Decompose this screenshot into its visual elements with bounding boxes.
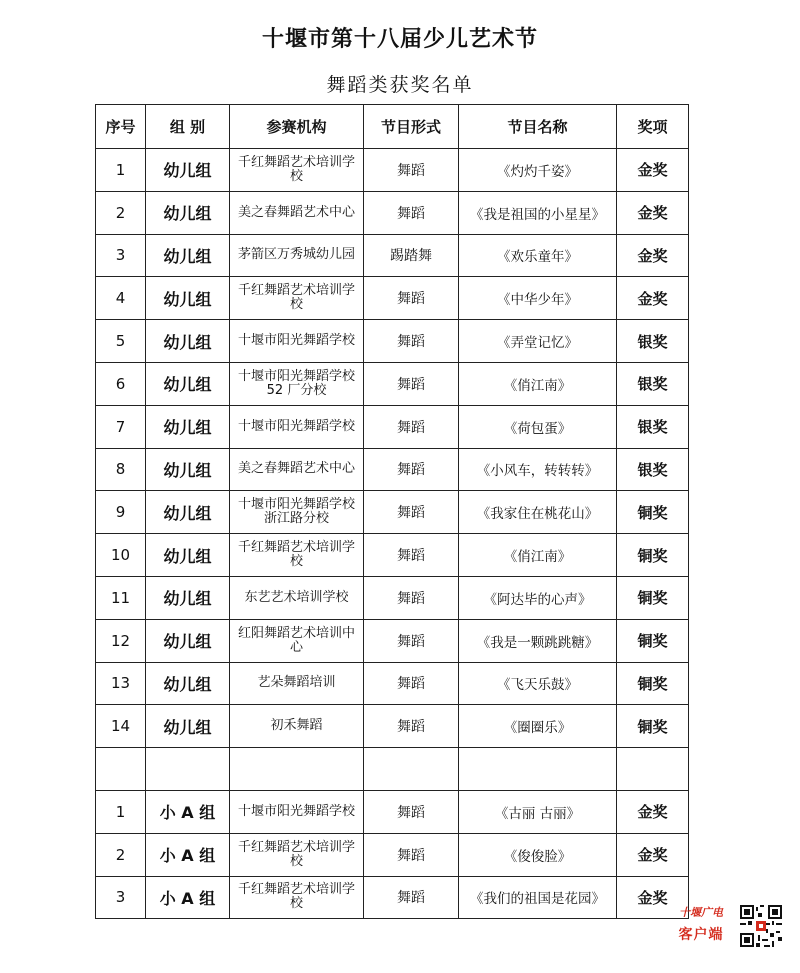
cell-award: 金奖: [617, 191, 689, 234]
cell-form: 舞蹈: [364, 576, 459, 619]
cell-form: 舞蹈: [364, 619, 459, 662]
cell-form: 舞蹈: [364, 448, 459, 491]
qr-code-icon: [740, 905, 782, 947]
cell-no: 2: [96, 191, 146, 234]
cell-award: 金奖: [617, 234, 689, 277]
table-row: [96, 833, 689, 876]
cell-org: 十堰市阳光舞蹈学校: [230, 405, 364, 448]
cell-group: 幼儿组: [146, 405, 230, 448]
cell-program: 《我是一颗跳跳糖》: [459, 619, 617, 662]
table-row: [96, 662, 689, 705]
watermark-logo: [660, 904, 742, 944]
cell-org: 艺朵舞蹈培训: [230, 662, 364, 705]
cell-program: 《阿达毕的心声》: [459, 576, 617, 619]
table-row: [96, 534, 689, 577]
cell-program: 《灼灼千姿》: [459, 149, 617, 192]
table-row: [96, 320, 689, 363]
cell-org: 红阳舞蹈艺术培训中心: [230, 619, 364, 662]
cell-group: 幼儿组: [146, 234, 230, 277]
cell-form: 舞蹈: [364, 876, 459, 919]
cell-form: 舞蹈: [364, 362, 459, 405]
cell-group: [146, 748, 230, 791]
cell-program: 《弄堂记忆》: [459, 320, 617, 363]
cell-no: 1: [96, 149, 146, 192]
cell-program: 《圈圈乐》: [459, 705, 617, 748]
cell-form: 舞蹈: [364, 662, 459, 705]
table-row: [96, 705, 689, 748]
cell-no: 3: [96, 876, 146, 919]
cell-group: 小 A 组: [146, 833, 230, 876]
cell-program: 《我们的祖国是花园》: [459, 876, 617, 919]
cell-award: 金奖: [617, 833, 689, 876]
table-row: [96, 619, 689, 662]
cell-org: 十堰市阳光舞蹈学校 52 厂分校: [230, 362, 364, 405]
cell-program: 《中华少年》: [459, 277, 617, 320]
cell-group: 幼儿组: [146, 191, 230, 234]
cell-program: 《俊俊脸》: [459, 833, 617, 876]
cell-group: 幼儿组: [146, 362, 230, 405]
cell-award: [617, 748, 689, 791]
cell-program: 《我是祖国的小星星》: [459, 191, 617, 234]
cell-award: 铜奖: [617, 662, 689, 705]
header-program: 节目名称: [459, 105, 617, 149]
table-row: [96, 448, 689, 491]
cell-award: 银奖: [617, 320, 689, 363]
table-row: [96, 876, 689, 919]
cell-group: 幼儿组: [146, 576, 230, 619]
table-row: [96, 790, 689, 833]
cell-award: 铜奖: [617, 619, 689, 662]
cell-org: [230, 748, 364, 791]
awards-table: [95, 104, 689, 919]
cell-org: 十堰市阳光舞蹈学校浙江路分校: [230, 491, 364, 534]
cell-program: 《荷包蛋》: [459, 405, 617, 448]
table-row: [96, 191, 689, 234]
cell-form: 舞蹈: [364, 405, 459, 448]
table-row: [96, 149, 689, 192]
cell-program: 《俏江南》: [459, 534, 617, 577]
cell-program: 《飞天乐鼓》: [459, 662, 617, 705]
cell-org: 茅箭区万秀城幼儿园: [230, 234, 364, 277]
cell-group: 幼儿组: [146, 534, 230, 577]
watermark-client: 客户端: [678, 927, 724, 943]
cell-org: 美之春舞蹈艺术中心: [230, 191, 364, 234]
page-title: 十堰市第十八届少儿艺术节: [261, 27, 538, 52]
cell-program: 《俏江南》: [459, 362, 617, 405]
cell-group: 幼儿组: [146, 491, 230, 534]
cell-group: 小 A 组: [146, 790, 230, 833]
cell-group: 幼儿组: [146, 448, 230, 491]
table-row: [96, 491, 689, 534]
cell-no: 5: [96, 320, 146, 363]
cell-award: 铜奖: [617, 576, 689, 619]
cell-form: 舞蹈: [364, 790, 459, 833]
cell-form: 舞蹈: [364, 191, 459, 234]
header-no: 序号: [96, 105, 146, 149]
cell-org: 东艺艺术培训学校: [230, 576, 364, 619]
cell-org: 千红舞蹈艺术培训学校: [230, 876, 364, 919]
cell-form: 舞蹈: [364, 534, 459, 577]
cell-org: 千红舞蹈艺术培训学校: [230, 277, 364, 320]
cell-group: 幼儿组: [146, 619, 230, 662]
page-subtitle: 舞蹈类获奖名单: [326, 74, 474, 96]
cell-no: 8: [96, 448, 146, 491]
table-row: [96, 576, 689, 619]
cell-form: 舞蹈: [364, 320, 459, 363]
cell-no: 3: [96, 234, 146, 277]
cell-no: 4: [96, 277, 146, 320]
table-row: [96, 405, 689, 448]
cell-group: 小 A 组: [146, 876, 230, 919]
cell-no: 2: [96, 833, 146, 876]
cell-group: 幼儿组: [146, 705, 230, 748]
cell-program: 《古丽 古丽》: [459, 790, 617, 833]
header-form: 节目形式: [364, 105, 459, 149]
cell-no: [96, 748, 146, 791]
cell-program: [459, 748, 617, 791]
cell-award: 银奖: [617, 362, 689, 405]
cell-form: 舞蹈: [364, 277, 459, 320]
table-row: [96, 277, 689, 320]
cell-no: 6: [96, 362, 146, 405]
cell-group: 幼儿组: [146, 320, 230, 363]
cell-form: 踢踏舞: [364, 234, 459, 277]
cell-group: 幼儿组: [146, 662, 230, 705]
cell-group: 幼儿组: [146, 149, 230, 192]
cell-form: 舞蹈: [364, 149, 459, 192]
cell-award: 金奖: [617, 790, 689, 833]
cell-form: 舞蹈: [364, 833, 459, 876]
watermark-brand: 十堰广电: [679, 906, 723, 919]
cell-award: 银奖: [617, 405, 689, 448]
cell-award: 银奖: [617, 448, 689, 491]
cell-program: 《小风车，转转转》: [459, 448, 617, 491]
cell-no: 1: [96, 790, 146, 833]
cell-org: 美之春舞蹈艺术中心: [230, 448, 364, 491]
table-row: [96, 748, 689, 791]
table-row: [96, 234, 689, 277]
cell-form: 舞蹈: [364, 491, 459, 534]
cell-no: 9: [96, 491, 146, 534]
table-header-row: [96, 105, 689, 149]
cell-form: [364, 748, 459, 791]
cell-group: 幼儿组: [146, 277, 230, 320]
cell-org: 十堰市阳光舞蹈学校: [230, 320, 364, 363]
cell-award: 金奖: [617, 149, 689, 192]
cell-no: 13: [96, 662, 146, 705]
cell-no: 10: [96, 534, 146, 577]
cell-award: 金奖: [617, 277, 689, 320]
cell-org: 十堰市阳光舞蹈学校: [230, 790, 364, 833]
header-org: 参赛机构: [230, 105, 364, 149]
cell-award: 铜奖: [617, 534, 689, 577]
cell-program: 《我家住在桃花山》: [459, 491, 617, 534]
cell-org: 初禾舞蹈: [230, 705, 364, 748]
cell-org: 千红舞蹈艺术培训学校: [230, 833, 364, 876]
table-row: [96, 362, 689, 405]
cell-no: 11: [96, 576, 146, 619]
cell-award: 铜奖: [617, 491, 689, 534]
cell-no: 12: [96, 619, 146, 662]
cell-award: 金奖: [617, 876, 689, 919]
cell-award: 铜奖: [617, 705, 689, 748]
cell-no: 14: [96, 705, 146, 748]
cell-form: 舞蹈: [364, 705, 459, 748]
header-group: 组 别: [146, 105, 230, 149]
cell-program: 《欢乐童年》: [459, 234, 617, 277]
cell-org: 千红舞蹈艺术培训学校: [230, 534, 364, 577]
header-award: 奖项: [617, 105, 689, 149]
cell-no: 7: [96, 405, 146, 448]
cell-org: 千红舞蹈艺术培训学校: [230, 149, 364, 192]
